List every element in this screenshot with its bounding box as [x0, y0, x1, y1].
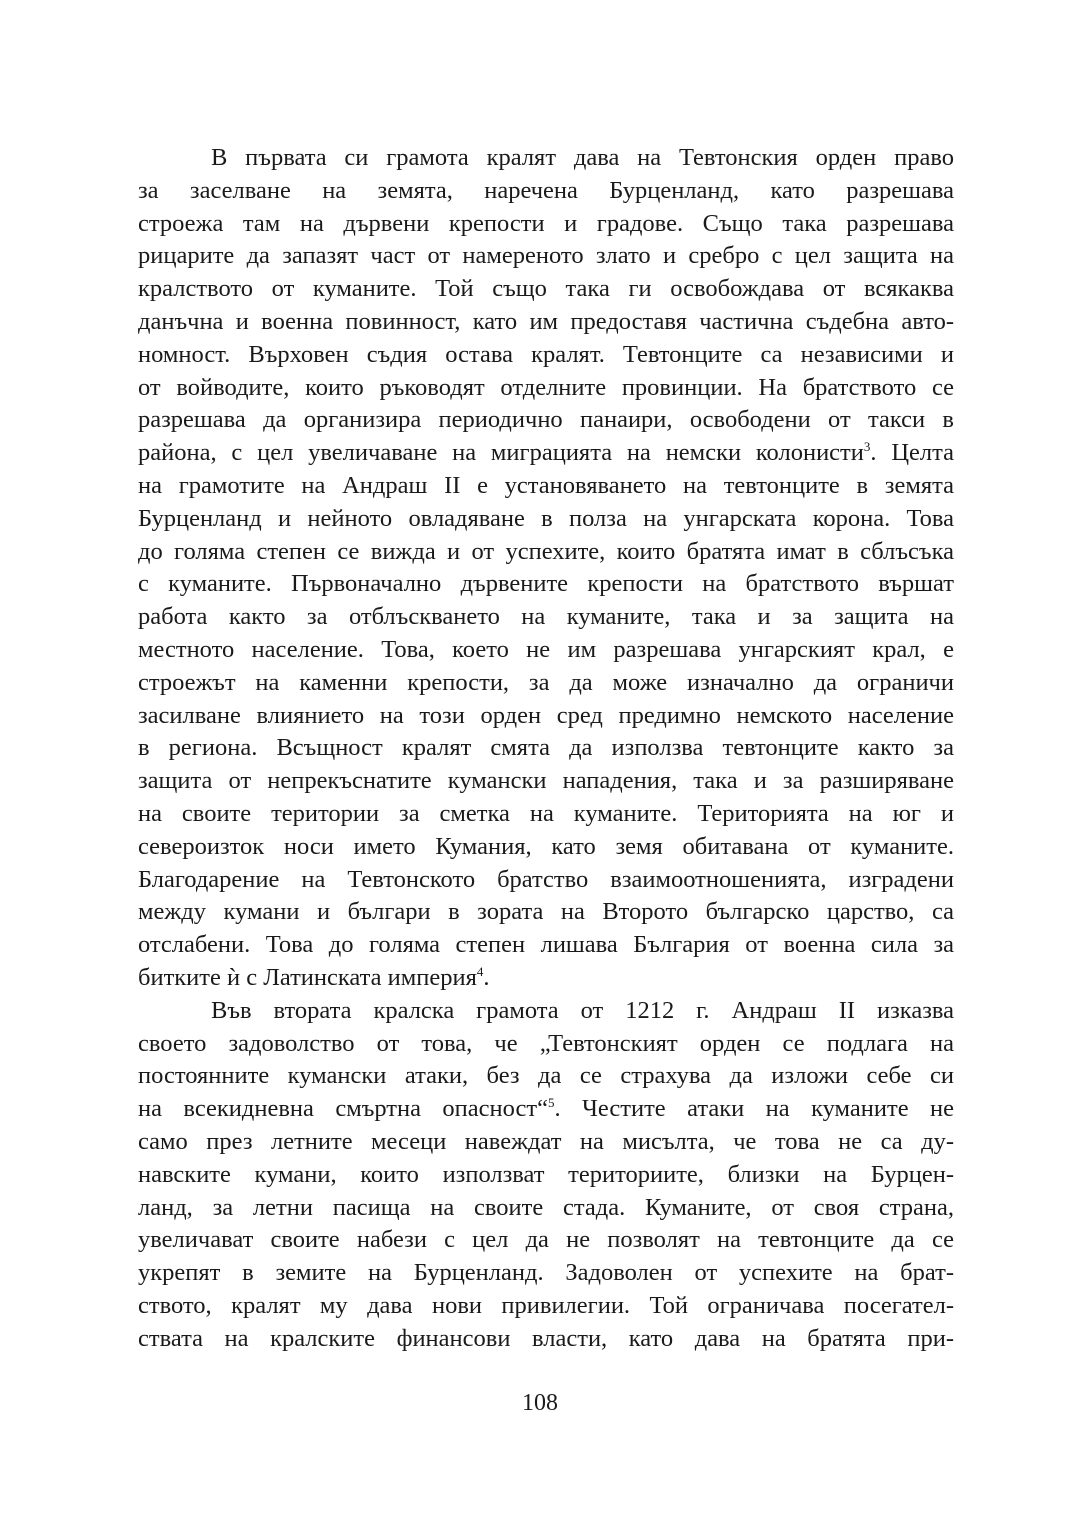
text-line: постоянните кумански атаки, без да се страхува да изложи себе си [138, 1062, 954, 1090]
text-line: ланд, за летни пасища на своите стада. Куманите, от своя страна, [138, 1193, 954, 1221]
footnote-ref-3: 3 [863, 439, 871, 455]
text-line: кралството от куманите. Той също така ги освобождава от всякаква [138, 275, 954, 303]
text-line: укрепят в земите на Бурценланд. Задоволен от успехите на брат- [138, 1259, 954, 1287]
text-line: само през летните месеци навеждат на мисълта, че това не са ду- [138, 1127, 954, 1155]
text-line: своето задоволство от това, че „Тевтонският орден се подлага на [138, 1029, 954, 1057]
text-line [138, 962, 954, 995]
text-line: рицарите да запазят част от намереното злато и сребро с цел защита на [138, 242, 954, 270]
text-line: Бурценланд и нейното овладяване в полза на унгарската корона. Това [138, 504, 954, 532]
text-line: засилване влиянието на този орден сред предимно немското население [138, 701, 954, 729]
footnote-ref-4: 4 [476, 963, 484, 979]
paragraph-2 [138, 995, 954, 1356]
line-text-after: . [483, 963, 490, 991]
text-line: между кумани и българи в зората на Второто българско царство, са [138, 898, 954, 926]
footnote-ref-5: 5 [547, 1094, 555, 1110]
text-line: увеличават своите набези с цел да не позволят на тевтонците да се [138, 1226, 954, 1254]
text-line: до голяма степен се вижда и от успехите, които братята имат в сблъсъка [138, 537, 954, 565]
text-line: ствата на кралските финансови власти, като дава на братята при- [138, 1324, 954, 1352]
text-line: североизток носи името Кумания, като земя обитавана от куманите. [138, 832, 954, 860]
text-line: местното население. Това, което не им разрешава унгарският крал, е [138, 635, 954, 663]
text-line: Във втората кралска грамота от 1212 г. Андраш II изказва [211, 996, 954, 1024]
text-line: строежът на каменни крепости, за да може изначално да ограничи [138, 668, 954, 696]
text-line: В първата си грамота кралят дава на Тевтонския орден право [211, 144, 954, 171]
text-line: от войводите, които ръководят отделните провинции. На братството се [138, 373, 954, 401]
text-line: номност. Върховен съдия остава кралят. Тевтонците са независими и [138, 340, 954, 368]
text-line: Благодарение на Тевтонското братство взаимоотношенията, изградени [138, 865, 954, 893]
text-line: за заселване на земята, наречена Бурценланд, като разрешава [138, 176, 954, 204]
text-line [138, 1093, 954, 1126]
paragraph-1 [138, 142, 954, 995]
text-line [138, 437, 954, 470]
text-line: навските кумани, които използват териториите, близки на Бурцен- [138, 1160, 954, 1188]
text-line: отслабени. Това до голяма степен лишава България от военна сила за [138, 931, 954, 959]
line-text: битките ѝ с Латинската империя [138, 963, 477, 991]
text-line: с куманите. Първоначално дървените крепости на братството вършат [138, 570, 954, 598]
page-number: 108 [522, 1390, 558, 1416]
text-line: ството, кралят му дава нови привилегии. Той ограничава посегател- [138, 1291, 954, 1319]
text-line: на грамотите на Андраш II е установяването на тевтонците в земята [138, 471, 954, 499]
body-text [138, 142, 954, 1355]
text-line: строежа там на дървени крепости и градове. Също така разрешава [138, 209, 954, 237]
text-line: разрешава да организира периодично панаири, освободени от такси в [138, 406, 954, 434]
line-text: района, с цел увеличаване на миграцията на немски колонисти [138, 439, 864, 467]
text-line: в региона. Всъщност кралят смята да използва тевтонците както за [138, 734, 954, 762]
line-text-after: . Честите атаки на куманите не [554, 1095, 954, 1123]
text-line: защита от непрекъснатите кумански нападения, така и за разширяване [138, 767, 954, 795]
text-line: данъчна и военна повинност, като им предоставя частична съдебна авто- [138, 307, 954, 335]
text-line: на своите територии за сметка на куманите. Територията на юг и [138, 799, 954, 827]
text-line: работа както за отблъскването на куманите, така и за защита на [138, 603, 954, 631]
line-text-after: . Целта [870, 439, 954, 467]
line-text: на всекидневна смъртна опасност“ [138, 1095, 548, 1123]
